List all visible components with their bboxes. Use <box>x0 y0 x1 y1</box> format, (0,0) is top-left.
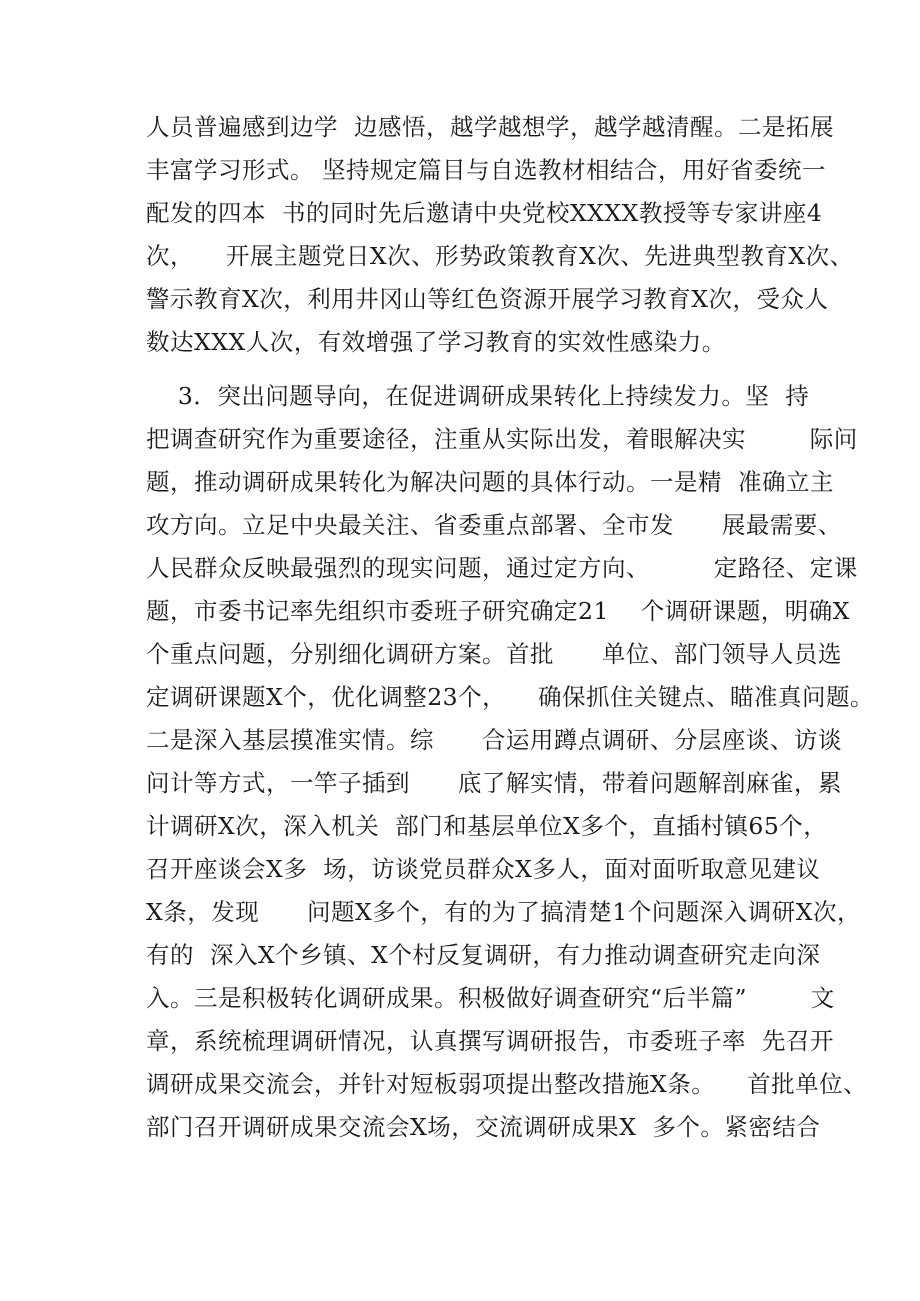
paragraph-line: 攻方向。立足中央最关注、省委重点部署、全市发 展最需要、 <box>146 511 842 539</box>
paragraph-line: 部门召开调研成果交流会X场，交流调研成果X 多个。紧密结合 <box>146 1113 821 1141</box>
paragraph-line: 人民群众反映最强烈的现实问题，通过定方向、 定路径、定课 <box>146 554 858 582</box>
paragraph-line: 入。三是积极转化调研成果。积极做好调查研究“后半篇” 文 <box>146 984 835 1012</box>
paragraph-line: 把调查研究作为重要途径，注重从实际出发，着眼解决实 际问 <box>146 425 858 453</box>
paragraph-line: 配发的四本 书的同时先后邀请中央党校XXXX教授等专家讲座4 <box>146 199 823 227</box>
paragraph-line: 问计等方式，一竿子插到 底了解实情，带着问题解剖麻雀，累 <box>146 769 842 797</box>
paragraph-line: 有的 深入X个乡镇、X个村反复调研，有力推动调查研究走向深 <box>146 941 821 969</box>
paragraph-line: 二是深入基层摸准实情。综 合运用蹲点调研、分层座谈、访谈 <box>146 726 842 754</box>
paragraph-line: 调研成果交流会，并针对短板弱项提出整改措施X条。 首批单位、 <box>146 1070 868 1098</box>
paragraph-line: 数达XXX人次，有效增强了学习教育的实效性感染力。 <box>146 328 726 356</box>
paragraph-line: X条，发现 问题X多个，有的为了搞清楚1个问题深入调研X次， <box>146 898 861 926</box>
paragraph-line: 个重点问题，分别细化调研方案。首批 单位、部门领导人员选 <box>146 640 842 668</box>
paragraph-line: 警示教育X次，利用井冈山等红色资源开展学习教育X次，受众人 <box>146 285 829 313</box>
paragraph-line: 章，系统梳理调研情况，认真撰写调研报告，市委班子率 先召开 <box>146 1027 834 1055</box>
paragraph-line: 召开座谈会X多 场，访谈党员群众X多人，面对面听取意见建议 <box>146 855 821 883</box>
paragraph-line: 定调研课题X个，优化调整23个， 确保抓住关键点、瞄准真问题。 <box>146 683 875 711</box>
paragraph-line: 计调研X次，深入机关 部门和基层单位X多个，直插村镇65个， <box>146 812 828 840</box>
paragraph-line: 题，市委书记率先组织市委班子研究确定21 个调研课题，明确X <box>146 597 851 625</box>
paragraph-line: 人员普遍感到边学 边感悟，越学越想学，越学越清醒。二是拓展 <box>146 113 834 141</box>
paragraph-line: 丰富学习形式。 坚持规定篇目与自选教材相结合，用好省委统一 <box>146 156 826 184</box>
paragraph-line: 次， 开展主题党日X次、形势政策教育X次、先进典型教育X次、 <box>146 242 854 270</box>
section-heading-line: 3．突出问题导向，在促进调研成果转化上持续发力。坚 持 <box>146 382 810 410</box>
paragraph-line: 题，推动调研成果转化为解决问题的具体行动。一是精 准确立主 <box>146 468 834 496</box>
